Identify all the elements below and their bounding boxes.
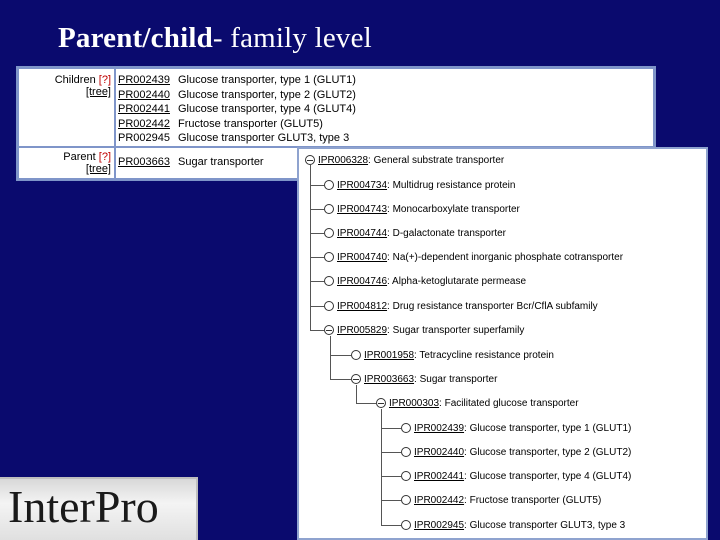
tree-node-description: : D-galactonate transporter <box>387 227 506 239</box>
parent-entry <box>118 155 264 170</box>
tree-connector <box>381 428 401 429</box>
collapse-toggle-icon[interactable] <box>351 374 361 384</box>
tree-connector <box>381 452 401 453</box>
collapse-toggle-icon[interactable] <box>376 398 386 408</box>
tree-node-root <box>305 153 504 167</box>
tree-connector <box>356 403 376 404</box>
tree-node-toggle-icon[interactable] <box>324 180 334 190</box>
children-help-link[interactable]: [?] <box>98 74 111 86</box>
logo-text: InterPro <box>8 481 159 532</box>
children-tree-link[interactable]: [tree] <box>85 86 111 98</box>
tree-connector <box>381 476 401 477</box>
tree-connector <box>310 257 324 258</box>
child-accession-link[interactable]: PR002442 <box>118 117 170 130</box>
tree-node-description: : Monocarboxylate transporter <box>387 203 520 215</box>
children-separator <box>114 69 116 146</box>
tree-node-description: : Sugar transporter superfamily <box>387 324 525 336</box>
child-accession-text: PR002945 <box>118 132 170 144</box>
parent-help-link[interactable]: [?] <box>98 151 111 163</box>
slide-title <box>58 22 372 55</box>
tree-node <box>324 299 598 313</box>
tree-node <box>401 493 601 507</box>
tree-connector <box>310 185 324 186</box>
child-description: Glucose transporter, type 2 (GLUT2) <box>178 88 356 101</box>
tree-connector <box>356 385 357 404</box>
tree-connector <box>381 500 401 501</box>
tree-connector <box>310 209 324 210</box>
parent-tree-link[interactable]: [tree] <box>85 163 111 175</box>
tree-node-toggle-icon[interactable] <box>401 471 411 481</box>
tree-node-accession-link[interactable]: IPR004746 <box>337 275 388 287</box>
child-accession-link[interactable]: PR002440 <box>118 88 170 101</box>
tree-node-description: : Sugar transporter <box>414 373 498 385</box>
child-accession-link[interactable]: PR002439 <box>118 74 170 86</box>
tree-node-accession-link[interactable]: IPR000303 <box>389 397 440 409</box>
child-description: Glucose transporter, type 1 (GLUT1) <box>178 74 356 86</box>
child-description: Glucose transporter, type 4 (GLUT4) <box>178 103 356 115</box>
parent-accession-link[interactable]: PR003663 <box>118 156 170 168</box>
tree-node-toggle-icon[interactable] <box>401 495 411 505</box>
tree-node-toggle-icon[interactable] <box>351 350 361 360</box>
tree-node <box>324 202 520 216</box>
tree-node <box>351 348 554 362</box>
tree-connector <box>381 409 382 526</box>
tree-node <box>401 421 631 435</box>
tree-node-description: : Tetracycline resistance protein <box>414 349 554 361</box>
tree-node-accession-link[interactable]: IPR003663 <box>364 373 415 385</box>
tree-node-accession-link[interactable]: IPR002945 <box>414 519 465 531</box>
collapse-toggle-icon[interactable] <box>324 325 334 335</box>
tree-node-description: : Drug resistance transporter Bcr/CflA subfamily <box>387 300 598 312</box>
tree-node-description: : General substrate transporter <box>368 154 505 166</box>
tree-node-toggle-icon[interactable] <box>401 423 411 433</box>
tree-connector <box>310 330 324 331</box>
tree-node <box>401 469 631 483</box>
tree-node <box>324 226 506 240</box>
tree-node-toggle-icon[interactable] <box>324 276 334 286</box>
tree-connector <box>381 525 401 526</box>
tree-node-description: : Glucose transporter, type 1 (GLUT1) <box>464 422 632 434</box>
parent-list <box>118 155 264 170</box>
child-entry <box>118 102 356 117</box>
tree-node <box>376 396 579 410</box>
tree-node-description: : Glucose transporter GLUT3, type 3 <box>464 519 626 531</box>
slide-title-bold: Parent/child <box>58 22 213 54</box>
tree-node <box>324 274 526 288</box>
tree-node-description: : Glucose transporter, type 2 (GLUT2) <box>464 446 632 458</box>
tree-node-accession-link[interactable]: IPR002440 <box>414 446 465 458</box>
tree-connector <box>310 306 324 307</box>
parent-label-cell <box>21 151 111 175</box>
slide-title-rest: - family level <box>212 22 372 54</box>
interpro-logo <box>0 477 198 540</box>
parent-description: Sugar transporter <box>178 156 264 168</box>
children-label-cell <box>21 74 111 98</box>
child-description: Glucose transporter GLUT3, type 3 <box>178 132 350 144</box>
tree-node-accession-link[interactable]: IPR004740 <box>337 251 388 263</box>
tree-node-toggle-icon[interactable] <box>324 228 334 238</box>
child-entry <box>118 73 356 88</box>
tree-node-accession-link[interactable]: IPR002441 <box>414 470 465 482</box>
tree-node-description: : Multidrug resistance protein <box>387 179 516 191</box>
tree-node-description: : Fructose transporter (GLUT5) <box>464 494 602 506</box>
tree-node-accession-link[interactable]: IPR004744 <box>337 227 388 239</box>
tree-node <box>401 445 631 459</box>
tree-node-accession-link[interactable]: IPR005829 <box>337 324 388 336</box>
tree-node-toggle-icon[interactable] <box>324 301 334 311</box>
collapse-toggle-icon[interactable] <box>305 155 315 165</box>
tree-connector <box>310 281 324 282</box>
tree-connector <box>310 233 324 234</box>
tree-node-accession-link[interactable]: IPR001958 <box>364 349 415 361</box>
tree-node-accession-link[interactable]: IPR004743 <box>337 203 388 215</box>
tree-node <box>351 372 497 386</box>
tree-node-accession-link[interactable]: IPR002439 <box>414 422 465 434</box>
child-description: Fructose transporter (GLUT5) <box>178 117 323 130</box>
tree-node <box>401 518 625 532</box>
tree-node-accession-link[interactable]: IPR004734 <box>337 179 388 191</box>
tree-node-description: : Na(+)-dependent inorganic phosphate cotransporter <box>387 251 624 263</box>
tree-node-toggle-icon[interactable] <box>401 447 411 457</box>
tree-connector <box>330 355 351 356</box>
child-entry <box>118 88 356 103</box>
tree-node-description: : Alpha-ketoglutarate permease <box>387 275 527 287</box>
tree-node <box>324 178 515 192</box>
child-entry <box>118 117 356 132</box>
tree-node-description: : Glucose transporter, type 4 (GLUT4) <box>464 470 632 482</box>
tree-node-toggle-icon[interactable] <box>324 252 334 262</box>
children-label: Children <box>54 74 96 86</box>
tree-node-accession-link[interactable]: IPR002442 <box>414 494 465 506</box>
parent-separator <box>114 148 116 178</box>
tree-node <box>324 250 623 264</box>
tree-node <box>324 323 524 337</box>
parent-label: Parent <box>63 151 96 163</box>
tree-node-accession-link[interactable]: IPR004812 <box>337 300 388 312</box>
tree-connector <box>330 379 351 380</box>
tree-connector <box>330 336 331 380</box>
tree-node-description: : Facilitated glucose transporter <box>439 397 579 409</box>
interpro-tree-panel <box>297 147 708 540</box>
children-list <box>118 73 356 146</box>
child-entry <box>118 131 356 146</box>
tree-node-toggle-icon[interactable] <box>324 204 334 214</box>
tree-node-accession-link[interactable]: IPR006328 <box>318 154 369 166</box>
tree-node-toggle-icon[interactable] <box>401 520 411 530</box>
child-accession-link[interactable]: PR002441 <box>118 103 170 115</box>
children-row <box>19 69 653 148</box>
